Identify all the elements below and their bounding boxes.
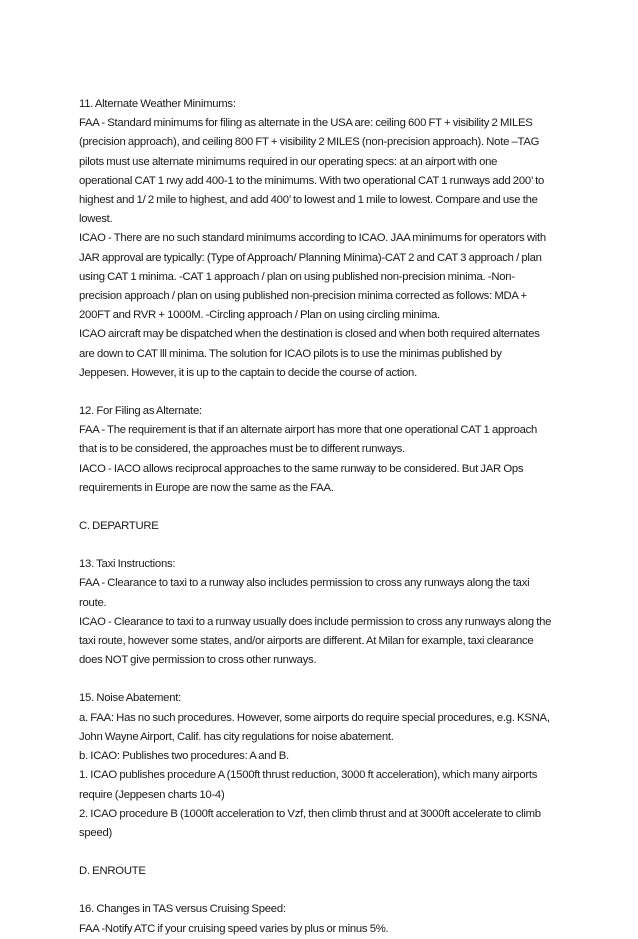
section-heading: D. ENROUTE [79, 865, 146, 878]
section-sec-d [79, 862, 578, 881]
text-line: pilots must use alternate minimums required in our operating specs: at an airport with one [79, 155, 498, 168]
text-line: JAR approval are typically: (Type of Approach/ Planning Minima)-CAT 2 and CAT 3 approach / plan [79, 251, 542, 264]
text-line: precision approach / plan on using published non-precision minima corrected as follows: MDA + [79, 290, 527, 303]
section-heading: 13. Taxi Instructions: [79, 558, 176, 571]
section-sec-11 [79, 95, 578, 383]
text-line: does NOT give permission to cross other runways. [79, 654, 317, 667]
text-line: ICAO - Clearance to taxi to a runway usually does include permission to cross any runways along the [79, 615, 552, 628]
text-line: are down to CAT lll minima. The solution for ICAO pilots is to use the minimas published by [79, 347, 502, 360]
section-heading: 16. Changes in TAS versus Cruising Speed: [79, 903, 286, 916]
text-line: lowest. [79, 213, 113, 226]
text-line: highest and 1/ 2 mile to highest, and add 400’ to lowest and 1 mile to lowest. Compare and use the [79, 194, 538, 207]
text-line: ICAO aircraft may be dispatched when the destination is closed and when both required alternates [79, 328, 540, 341]
text-line: 1. ICAO publishes procedure A (1500ft thrust reduction, 3000 ft acceleration), which many airports [79, 769, 538, 782]
text-line: b. ICAO: Publishes two procedures: A and B. [79, 750, 289, 763]
text-line: John Wayne Airport, Calif. has city regulations for noise abatement. [79, 730, 394, 743]
text-line: FAA -Notify ATC if your cruising speed varies by plus or minus 5%. [79, 922, 389, 935]
section-heading: 15. Noise Abatement: [79, 692, 182, 705]
text-line: that is to be considered, the approaches must be to different runways. [79, 443, 405, 456]
section-sec-16 [79, 900, 578, 938]
section-heading: C. DEPARTURE [79, 520, 159, 533]
text-line: 2. ICAO procedure B (1000ft acceleration to Vzf, then climb thrust and at 3000ft accelerate to climb [79, 807, 541, 820]
text-line: (precision approach), and ceiling 800 FT + visibility 2 MILES (non-precision approach). Note –TAG [79, 136, 540, 149]
text-line: FAA - Standard minimums for filing as alternate in the USA are: ceiling 600 FT + visibility 2 MILES [79, 117, 533, 130]
text-line: speed) [79, 826, 113, 839]
text-line: IACO - IACO allows reciprocal approaches to the same runway to be considered. But JAR Ops [79, 462, 524, 475]
section-sec-15 [79, 689, 578, 843]
text-line: require (Jeppesen charts 10-4) [79, 788, 225, 801]
section-sec-13 [79, 555, 578, 670]
text-line: Jeppesen. However, it is up to the captain to decide the course of action. [79, 366, 417, 379]
text-line: a. FAA: Has no such procedures. However, some airports do require special procedures, e.g. KSNA, [79, 711, 550, 724]
section-sec-12 [79, 402, 578, 498]
text-line: ICAO - There are no such standard minimums according to ICAO. JAA minimums for operators with [79, 232, 546, 245]
text-line: FAA - The requirement is that if an alternate airport has more that one operational CAT 1 approach [79, 424, 538, 437]
section-heading: 11. Alternate Weather Minimums: [79, 98, 236, 110]
text-line: 200FT and RVR + 1000M. -Circling approach / Plan on using circling minima. [79, 309, 440, 322]
text-line: route. [79, 596, 107, 609]
text-line: taxi route, however some states, and/or airports are different. At Milan for example, taxi clearance [79, 635, 534, 648]
text-line: using CAT 1 minima. -CAT 1 approach / plan on using published non-precision minima. -Non- [79, 270, 515, 283]
text-line: requirements in Europe are now the same as the FAA. [79, 481, 334, 494]
text-line: operational CAT 1 rwy add 400-1 to the minimums. With two operational CAT 1 runways add 200’ to [79, 174, 545, 187]
text-line: FAA - Clearance to taxi to a runway also includes permission to cross any runways along the taxi [79, 577, 530, 590]
section-heading: 12. For Filing as Alternate: [79, 405, 202, 418]
section-sec-c [79, 517, 578, 536]
